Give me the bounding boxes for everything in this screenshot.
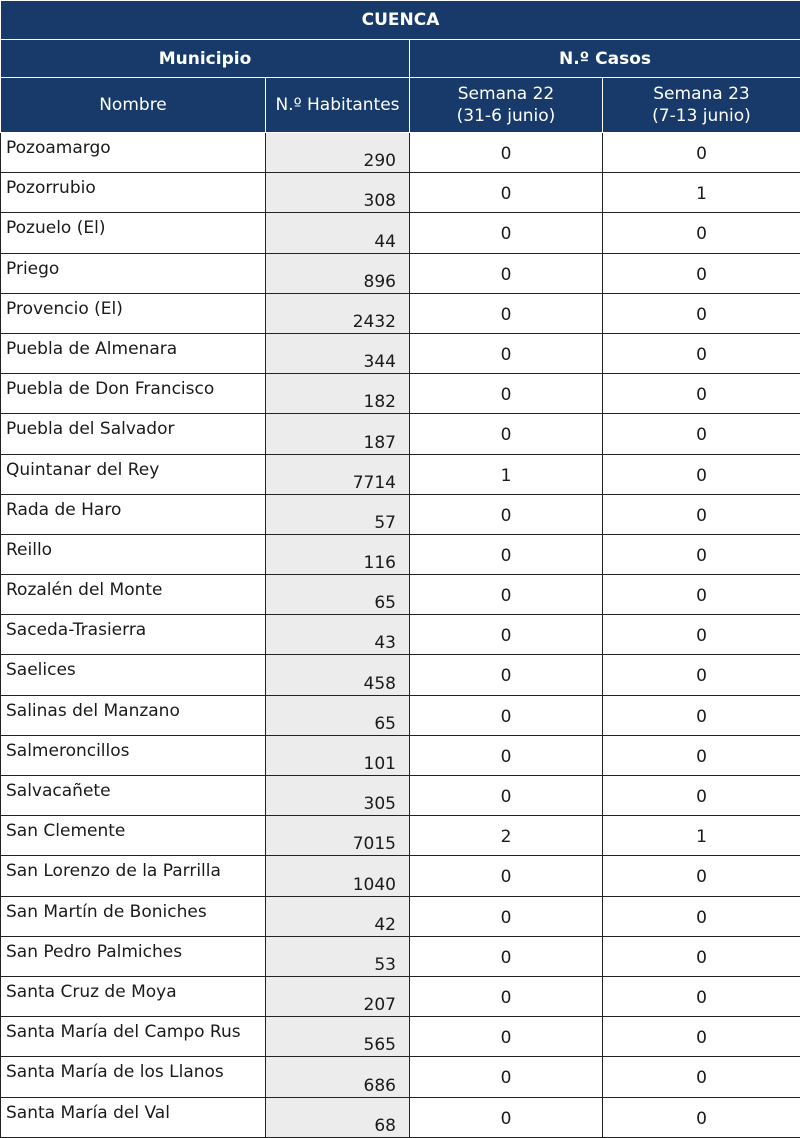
semana22-cases-cell: 0 — [410, 1097, 603, 1137]
municipio-name-cell: Saelices — [1, 655, 266, 695]
semana22-cases-cell: 0 — [410, 1057, 603, 1097]
semana23-cases-cell: 0 — [603, 575, 800, 615]
semana23-cases-cell: 0 — [603, 213, 800, 253]
semana22-cases-cell: 0 — [410, 615, 603, 655]
table-row — [1, 133, 800, 173]
semana22-cases-cell: 0 — [410, 695, 603, 735]
table-row — [1, 776, 800, 816]
municipio-name-cell: San Lorenzo de la Parrilla — [1, 856, 266, 896]
semana22-label: Semana 22 — [410, 83, 602, 105]
semana22-cases-cell: 2 — [410, 816, 603, 856]
table-row — [1, 1017, 800, 1057]
habitantes-cell: 565 — [266, 1017, 410, 1057]
semana23-cases-cell: 0 — [603, 655, 800, 695]
table-row — [1, 534, 800, 574]
habitantes-cell: 2432 — [266, 293, 410, 333]
table-row — [1, 655, 800, 695]
semana22-cases-cell: 0 — [410, 655, 603, 695]
table-row — [1, 293, 800, 333]
municipio-name-cell: Pozoamargo — [1, 133, 266, 173]
habitantes-cell: 7714 — [266, 454, 410, 494]
habitantes-cell: 182 — [266, 374, 410, 414]
municipio-name-cell: San Clemente — [1, 816, 266, 856]
municipio-name-cell: Puebla de Don Francisco — [1, 374, 266, 414]
table-row — [1, 454, 800, 494]
semana22-range: (31-6 junio) — [410, 105, 602, 127]
table-row — [1, 494, 800, 534]
habitantes-cell: 44 — [266, 213, 410, 253]
column-header-semana22 — [410, 78, 603, 133]
habitantes-cell: 458 — [266, 655, 410, 695]
habitantes-cell: 68 — [266, 1097, 410, 1137]
semana23-cases-cell: 0 — [603, 1097, 800, 1137]
group-header-casos: N.º Casos — [410, 40, 800, 78]
column-header-semana23 — [603, 78, 800, 133]
table-row — [1, 333, 800, 373]
semana23-cases-cell: 0 — [603, 253, 800, 293]
table-title: CUENCA — [1, 1, 800, 40]
municipio-name-cell: Santa Cruz de Moya — [1, 976, 266, 1016]
table-header — [1, 1, 800, 133]
semana23-cases-cell: 0 — [603, 1057, 800, 1097]
semana22-cases-cell: 0 — [410, 1017, 603, 1057]
table-row — [1, 976, 800, 1016]
column-header-nombre: Nombre — [1, 78, 266, 133]
table-row — [1, 173, 800, 213]
habitantes-cell: 308 — [266, 173, 410, 213]
municipio-name-cell: San Martín de Boniches — [1, 896, 266, 936]
habitantes-cell: 42 — [266, 896, 410, 936]
semana22-cases-cell: 0 — [410, 896, 603, 936]
municipio-name-cell: Rozalén del Monte — [1, 575, 266, 615]
semana23-cases-cell: 0 — [603, 695, 800, 735]
habitantes-cell: 1040 — [266, 856, 410, 896]
municipio-name-cell: Pozorrubio — [1, 173, 266, 213]
semana23-label: Semana 23 — [603, 83, 800, 105]
semana22-cases-cell: 0 — [410, 534, 603, 574]
semana22-cases-cell: 0 — [410, 173, 603, 213]
table-row — [1, 856, 800, 896]
table-row — [1, 414, 800, 454]
habitantes-cell: 57 — [266, 494, 410, 534]
semana23-range: (7-13 junio) — [603, 105, 800, 127]
habitantes-cell: 53 — [266, 936, 410, 976]
semana23-cases-cell: 0 — [603, 494, 800, 534]
semana22-cases-cell: 0 — [410, 735, 603, 775]
semana22-cases-cell: 0 — [410, 133, 603, 173]
municipio-name-cell: Salinas del Manzano — [1, 695, 266, 735]
semana23-cases-cell: 0 — [603, 333, 800, 373]
municipio-name-cell: Pozuelo (El) — [1, 213, 266, 253]
semana23-cases-cell: 0 — [603, 534, 800, 574]
table-row — [1, 374, 800, 414]
municipio-name-cell: Provencio (El) — [1, 293, 266, 333]
group-header-municipio: Municipio — [1, 40, 410, 78]
semana23-cases-cell: 0 — [603, 776, 800, 816]
semana23-cases-cell: 0 — [603, 896, 800, 936]
semana22-cases-cell: 0 — [410, 374, 603, 414]
semana23-cases-cell: 0 — [603, 615, 800, 655]
semana23-cases-cell: 0 — [603, 735, 800, 775]
habitantes-cell: 187 — [266, 414, 410, 454]
semana23-cases-cell: 0 — [603, 1017, 800, 1057]
municipio-name-cell: Priego — [1, 253, 266, 293]
table-body — [1, 133, 800, 1138]
semana22-cases-cell: 0 — [410, 333, 603, 373]
table-row — [1, 615, 800, 655]
municipio-name-cell: Puebla de Almenara — [1, 333, 266, 373]
municipio-name-cell: Santa María del Campo Rus — [1, 1017, 266, 1057]
municipio-name-cell: Puebla del Salvador — [1, 414, 266, 454]
semana22-cases-cell: 0 — [410, 494, 603, 534]
semana23-cases-cell: 0 — [603, 374, 800, 414]
table-row — [1, 695, 800, 735]
semana22-cases-cell: 0 — [410, 856, 603, 896]
semana23-cases-cell: 0 — [603, 133, 800, 173]
habitantes-cell: 65 — [266, 575, 410, 615]
semana23-cases-cell: 0 — [603, 293, 800, 333]
semana22-cases-cell: 0 — [410, 414, 603, 454]
table-row — [1, 735, 800, 775]
semana22-cases-cell: 0 — [410, 936, 603, 976]
habitantes-cell: 7015 — [266, 816, 410, 856]
habitantes-cell: 344 — [266, 333, 410, 373]
habitantes-cell: 207 — [266, 976, 410, 1016]
habitantes-cell: 290 — [266, 133, 410, 173]
habitantes-cell: 305 — [266, 776, 410, 816]
semana22-cases-cell: 0 — [410, 575, 603, 615]
municipio-name-cell: Quintanar del Rey — [1, 454, 266, 494]
semana23-cases-cell: 1 — [603, 173, 800, 213]
table-row — [1, 816, 800, 856]
municipio-name-cell: Rada de Haro — [1, 494, 266, 534]
semana23-cases-cell: 0 — [603, 976, 800, 1016]
table-row — [1, 1057, 800, 1097]
municipio-name-cell: Salmeroncillos — [1, 735, 266, 775]
municipio-name-cell: San Pedro Palmiches — [1, 936, 266, 976]
habitantes-cell: 116 — [266, 534, 410, 574]
municipio-name-cell: Santa María del Val — [1, 1097, 266, 1137]
semana22-cases-cell: 0 — [410, 253, 603, 293]
column-header-habitantes: N.º Habitantes — [266, 78, 410, 133]
municipio-name-cell: Salvacañete — [1, 776, 266, 816]
table-row — [1, 896, 800, 936]
habitantes-cell: 43 — [266, 615, 410, 655]
semana22-cases-cell: 1 — [410, 454, 603, 494]
habitantes-cell: 101 — [266, 735, 410, 775]
habitantes-cell: 686 — [266, 1057, 410, 1097]
table-row — [1, 575, 800, 615]
semana23-cases-cell: 0 — [603, 936, 800, 976]
semana22-cases-cell: 0 — [410, 976, 603, 1016]
municipio-name-cell: Santa María de los Llanos — [1, 1057, 266, 1097]
municipio-name-cell: Saceda-Trasierra — [1, 615, 266, 655]
semana23-cases-cell: 1 — [603, 816, 800, 856]
semana22-cases-cell: 0 — [410, 213, 603, 253]
municipio-name-cell: Reillo — [1, 534, 266, 574]
table-row — [1, 936, 800, 976]
table-row — [1, 253, 800, 293]
table-row — [1, 1097, 800, 1137]
semana22-cases-cell: 0 — [410, 293, 603, 333]
semana23-cases-cell: 0 — [603, 454, 800, 494]
table-row — [1, 213, 800, 253]
habitantes-cell: 65 — [266, 695, 410, 735]
habitantes-cell: 896 — [266, 253, 410, 293]
semana23-cases-cell: 0 — [603, 414, 800, 454]
semana22-cases-cell: 0 — [410, 776, 603, 816]
semana23-cases-cell: 0 — [603, 856, 800, 896]
